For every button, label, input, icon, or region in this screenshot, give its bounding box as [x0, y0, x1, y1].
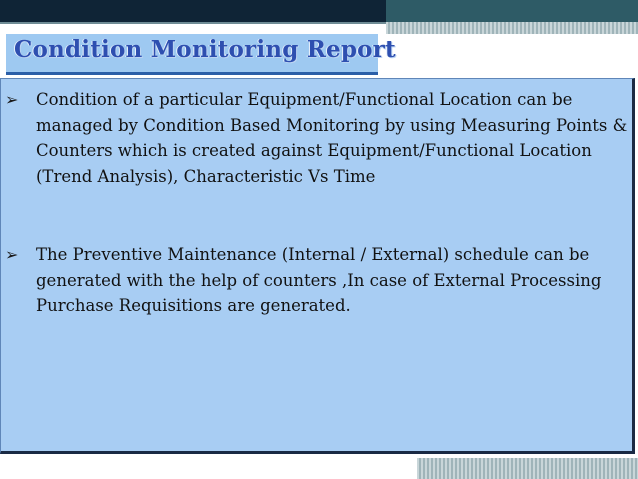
- arrow-bullet-icon: ➢: [5, 245, 19, 264]
- title-banner: [6, 34, 396, 75]
- bullet-item: [5, 242, 625, 322]
- bullet-item: [5, 87, 628, 217]
- header-bar-dark: [0, 0, 386, 22]
- content-panel: [0, 78, 635, 454]
- header-bar-teal: [386, 0, 638, 22]
- slide-title: Condition Monitoring Report: [14, 36, 396, 63]
- footer-pattern-strip: [417, 458, 638, 479]
- header-pattern-strip: [386, 22, 638, 34]
- bullet-text: Condition of a particular Equipment/Functional Location can be managed by Condition Based Monitoring by using Measuring Points & Counters which is created against Equipment/Functional Location (Trend Analysis), Characteristic Vs Time: [36, 90, 628, 186]
- header-divider: [0, 22, 386, 24]
- arrow-bullet-icon: ➢: [5, 90, 19, 109]
- bullet-text: The Preventive Maintenance (Internal / External) schedule can be generated with the help of counters ,In case of External Processing Purchase Requisitions are generated.: [36, 245, 602, 316]
